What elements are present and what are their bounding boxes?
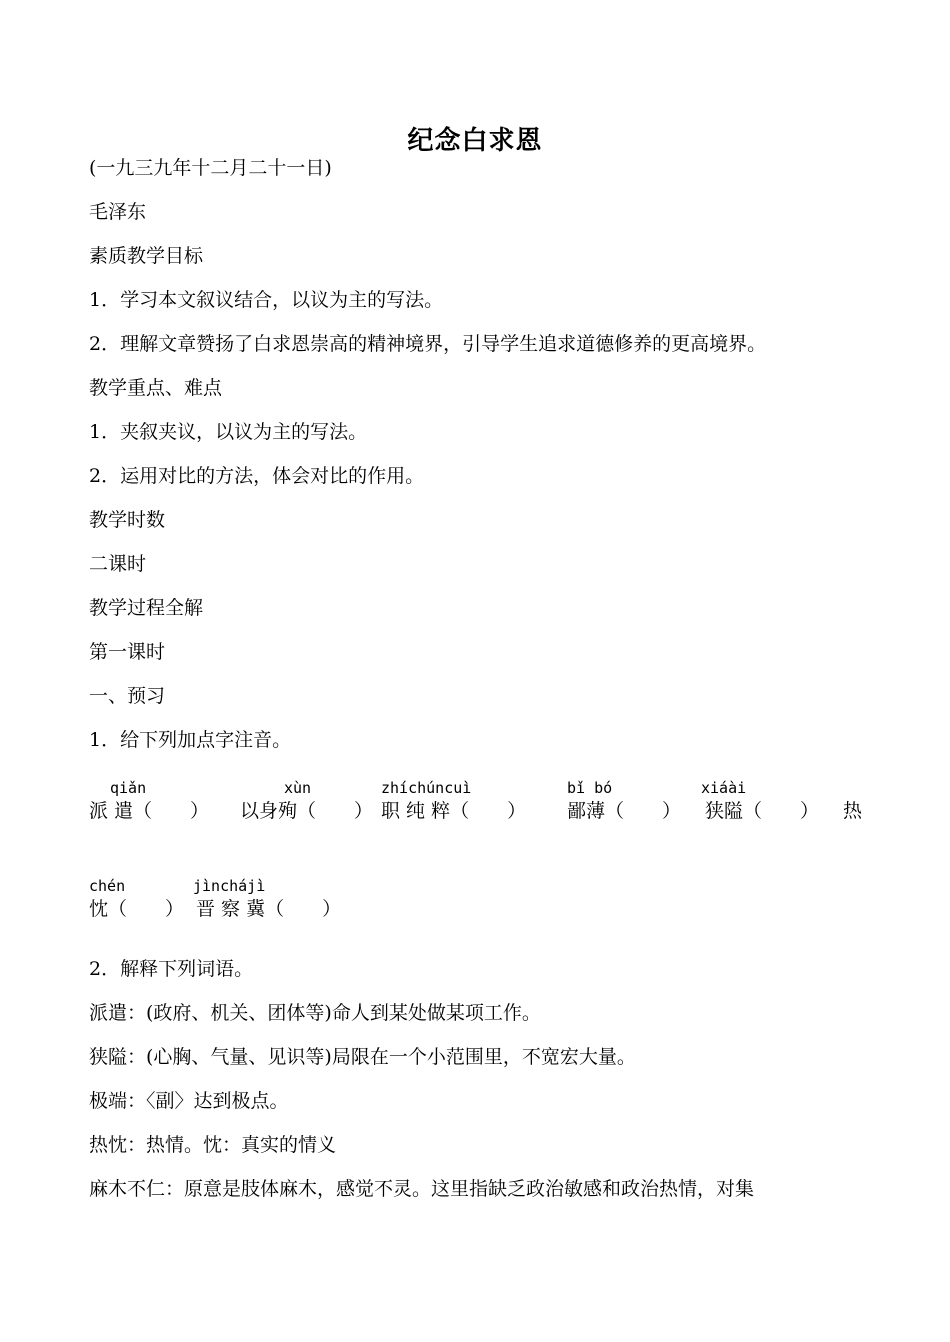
- pinyin-annotation: zhíchúncuì: [381, 779, 472, 797]
- preview-heading: 一、预习: [89, 685, 166, 707]
- document-title: 纪念白求恩: [407, 126, 543, 156]
- key-item-2: 2．运用对比的方法，体会对比的作用。: [89, 465, 425, 487]
- pinyin-annotation: bǐ bó: [567, 779, 613, 797]
- term-item: 派 遣（ ）: [89, 800, 210, 822]
- goals-heading: 素质教学目标: [89, 245, 204, 267]
- author-line: 毛泽东: [89, 201, 147, 223]
- date-line: (一九三九年十二月二十一日): [89, 157, 332, 179]
- hours-value: 二课时: [89, 553, 147, 575]
- lesson-heading: 第一课时: [89, 641, 166, 663]
- term-item: 鄙薄（ ）: [567, 800, 682, 822]
- term-item: 忱（ ）: [89, 898, 185, 920]
- pinyin-annotation: chén: [89, 877, 126, 895]
- pinyin-annotation: xiáài: [701, 779, 747, 797]
- process-heading: 教学过程全解: [89, 597, 204, 619]
- key-heading: 教学重点、难点: [89, 377, 223, 399]
- definition-item: 派遣：(政府、机关、团体等)命人到某处做某项工作。: [89, 1002, 541, 1024]
- pinyin-annotation: xùn: [284, 779, 312, 797]
- goal-item-2: 2．理解文章赞扬了白求恩崇高的精神境界，引导学生追求道德修养的更高境界。: [89, 333, 767, 355]
- term-item: 热: [843, 800, 863, 822]
- key-item-1: 1．夹叙夹议，以议为主的写法。: [89, 421, 368, 443]
- term-item: 晋 察 冀（ ）: [196, 898, 342, 920]
- task-1-heading: 1．给下列加点字注音。: [89, 729, 292, 751]
- definition-item: 极端：〈副〉达到极点。: [89, 1090, 289, 1112]
- task-2-heading: 2．解释下列词语。: [89, 958, 254, 980]
- definition-item: 热忱：热情。忱：真实的情义: [89, 1134, 337, 1156]
- definition-item: 麻木不仁：原意是肢体麻木，感觉不灵。这里指缺乏政治敏感和政治热情，对集: [89, 1178, 755, 1200]
- goal-item-1: 1．学习本文叙议结合，以议为主的写法。: [89, 289, 444, 311]
- hours-heading: 教学时数: [89, 509, 166, 531]
- pinyin-annotation: qiǎn: [110, 779, 147, 797]
- pinyin-annotation: jìnchájì: [193, 877, 266, 895]
- definition-item: 狭隘：(心胸、气量、见识等)局限在一个小范围里，不宽宏大量。: [89, 1046, 636, 1068]
- term-item: 职 纯 粹（ ）: [381, 800, 527, 822]
- term-item: 以身殉（ ）: [240, 800, 374, 822]
- term-item: 狭隘（ ）: [705, 800, 820, 822]
